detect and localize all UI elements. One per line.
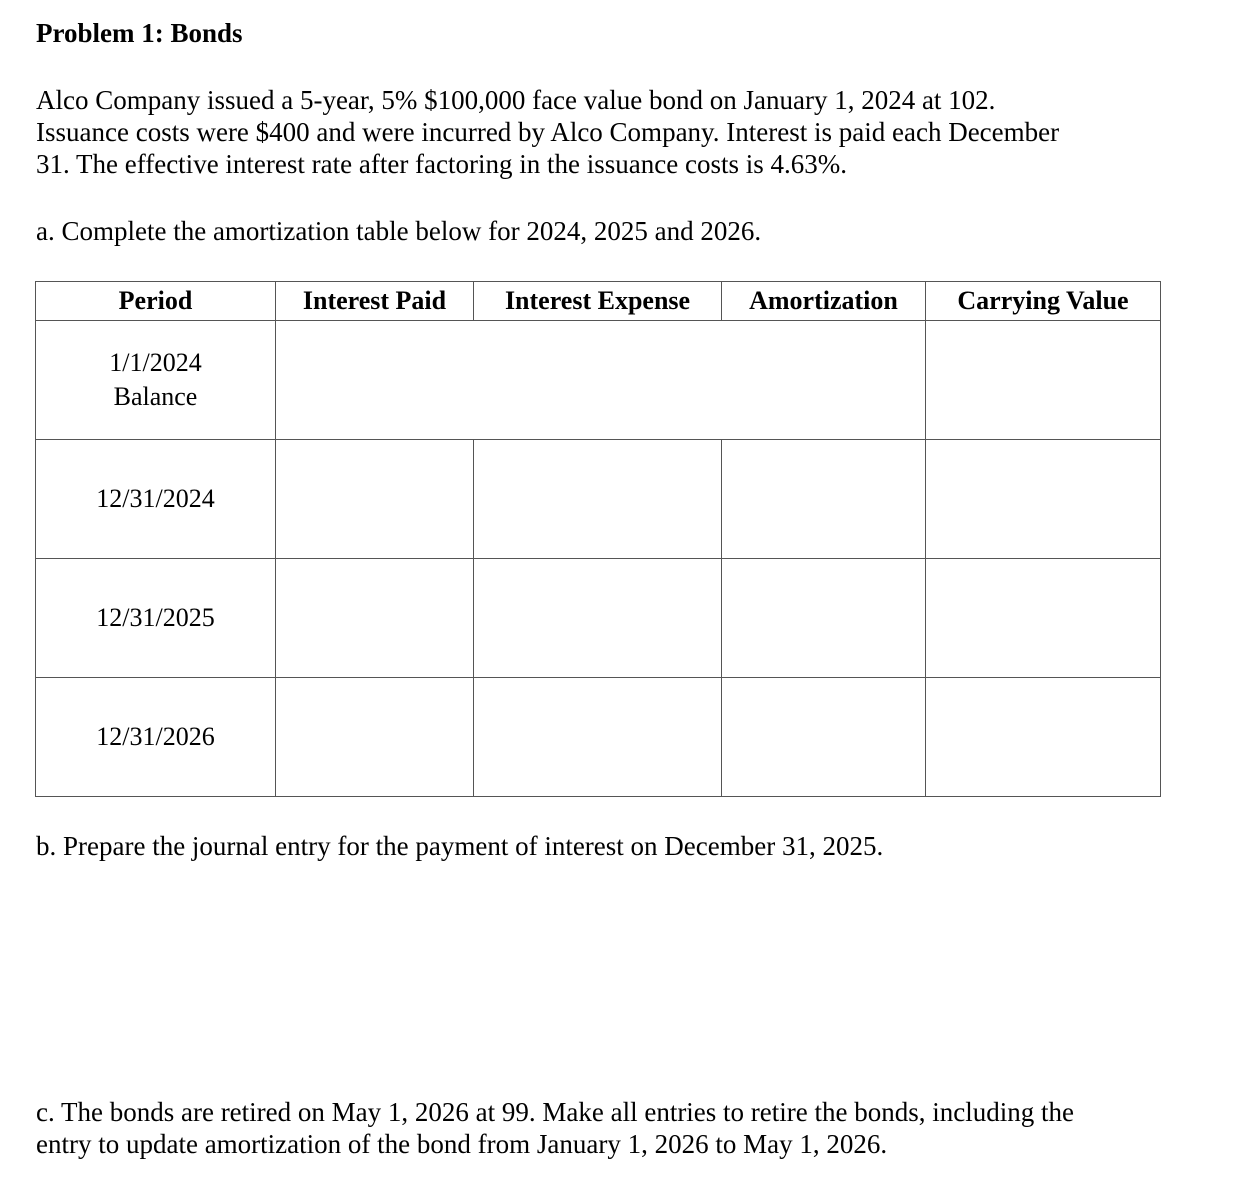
period-date: 1/1/2024 (109, 348, 202, 377)
question-b: b. Prepare the journal entry for the payment of interest on December 31, 2025. (36, 831, 884, 861)
amortization-cell (722, 678, 926, 797)
table-row (36, 678, 1161, 797)
carrying-value-cell (926, 440, 1161, 559)
question-a: a. Complete the amortization table below for 2024, 2025 and 2026. (36, 216, 762, 246)
period-cell (36, 678, 276, 797)
interest-paid-cell (276, 678, 474, 797)
period-cell (36, 440, 276, 559)
question-c (36, 1096, 1074, 1160)
interest-expense-cell (474, 678, 722, 797)
table-row-opening-balance (36, 321, 1161, 440)
carrying-value-cell (926, 678, 1161, 797)
interest-expense-cell (474, 440, 722, 559)
header-interest-expense: Interest Expense (474, 282, 722, 321)
header-period: Period (36, 282, 276, 321)
period-date: 12/31/2025 (96, 603, 215, 632)
period-label: Balance (113, 382, 198, 411)
period-date: 12/31/2026 (96, 722, 215, 751)
carrying-value-cell (926, 559, 1161, 678)
question-c-line-2: entry to update amortization of the bond from January 1, 2026 to May 1, 2026. (36, 1129, 888, 1159)
amortization-cell (722, 559, 926, 678)
header-carrying-value: Carrying Value (926, 282, 1161, 321)
period-cell (36, 321, 276, 440)
amortization-cell (722, 440, 926, 559)
problem-description (36, 84, 1186, 180)
interest-paid-cell (276, 559, 474, 678)
header-amortization: Amortization (722, 282, 926, 321)
period-cell (36, 559, 276, 678)
table-row (36, 559, 1161, 678)
header-interest-paid: Interest Paid (276, 282, 474, 321)
description-line-1: Alco Company issued a 5-year, 5% $100,000 face value bond on January 1, 2024 at 102. (36, 85, 996, 115)
description-line-3: 31. The effective interest rate after factoring in the issuance costs is 4.63%. (36, 149, 847, 179)
interest-expense-cell (474, 559, 722, 678)
amortization-table (35, 281, 1161, 797)
carrying-value-cell (926, 321, 1161, 440)
period-date: 12/31/2024 (96, 484, 215, 513)
interest-paid-cell (276, 440, 474, 559)
table-header-row (36, 282, 1161, 321)
table-row (36, 440, 1161, 559)
problem-title: Problem 1: Bonds (36, 18, 243, 48)
blank-merged-cell (276, 321, 926, 440)
description-line-2: Issuance costs were $400 and were incurred by Alco Company. Interest is paid each December (36, 117, 1060, 147)
question-c-line-1: c. The bonds are retired on May 1, 2026 at 99. Make all entries to retire the bonds, including the (36, 1097, 1074, 1127)
